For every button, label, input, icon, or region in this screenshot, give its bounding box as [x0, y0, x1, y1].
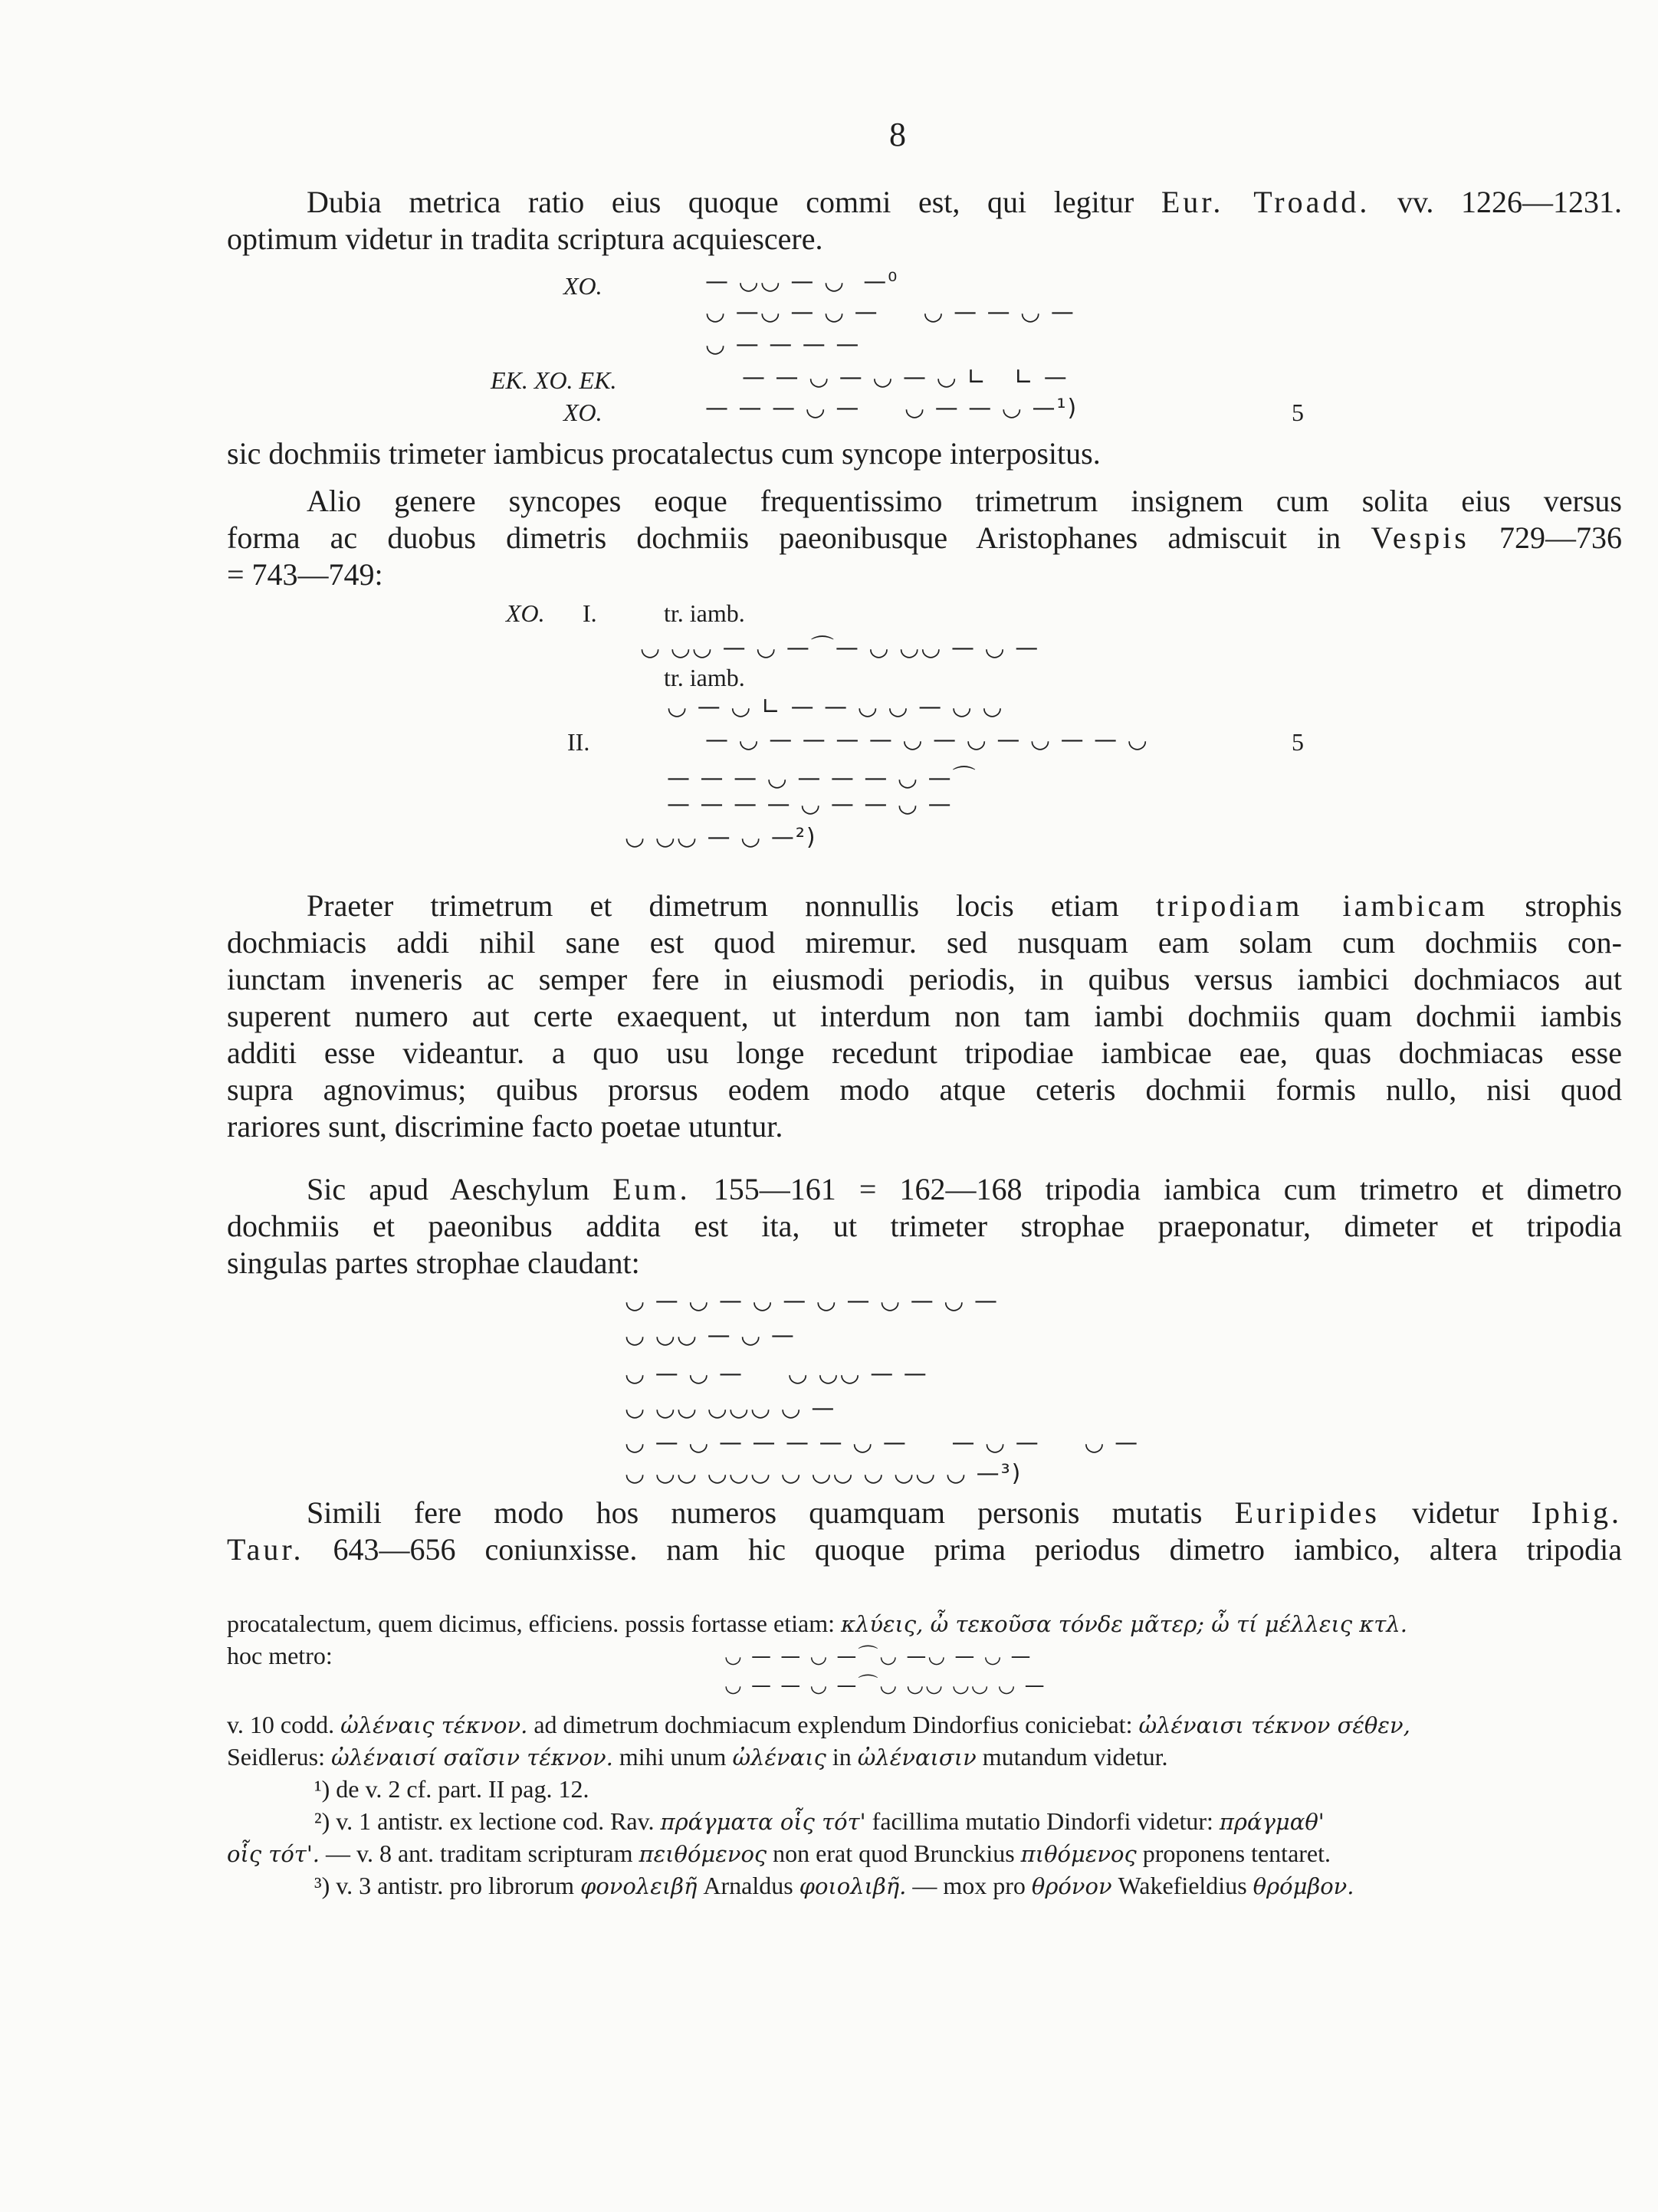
p1-line2: optimum videtur in tradita scriptura acquiescere. [227, 222, 823, 256]
meter-row: ◡ ◡◡ — ◡ —²) [625, 824, 817, 851]
footnote-meter: ◡ — — ◡ —⌒◡ —◡ — ◡ — [724, 1645, 1033, 1668]
meter-row: ◡ ◡◡ — ◡ —⌒— ◡ ◡◡ — ◡ — [640, 635, 1040, 661]
meter-row: ◡ — ◡ — — — — ◡ — — ◡ — ◡ — [625, 1429, 1140, 1456]
fn-text: ³) v. 3 antistr. pro librorum [314, 1872, 575, 1899]
meter-row: ◡ — ◡ — ◡ — ◡ — ◡ — ◡ — [625, 1288, 999, 1314]
p1-text: Dubia metrica ratio eius quoque commi est, qui legitur [307, 185, 1134, 219]
fn-text: Arnaldus [703, 1872, 793, 1899]
fn-text: in [832, 1743, 852, 1771]
meter-row: ◡ — ◡ ∟ — — ◡ ◡ — ◡ ◡ [667, 694, 1004, 720]
fn-text: facillima mutatio Dindorfi videtur: [872, 1807, 1213, 1835]
fn-greek: ὠλέναισι τέκνον σέθεν, [1138, 1712, 1410, 1738]
strophe-label-II: II. [567, 728, 590, 756]
p5-text: Sic apud Aeschylum [307, 1172, 590, 1206]
speaker-labels: EK. XO. EK. [491, 366, 617, 394]
fn-text: — mox pro [912, 1872, 1026, 1899]
p2-line: sic dochmiis trimeter iambicus procatalectus cum syncope interpositus. [227, 436, 1101, 471]
fn-text: proponens tentaret. [1142, 1840, 1331, 1867]
fn-text: Wakefieldius [1118, 1872, 1247, 1899]
footnote-line [227, 1741, 1622, 1773]
speaker-chorus: XO. [506, 599, 545, 627]
fn-text: ad dimetrum dochmiacum explendum Dindorfius coniciebat: [534, 1711, 1133, 1738]
fn-text: ²) v. 1 antistr. ex lectione cod. Rav. [314, 1807, 655, 1835]
fn-greek: πράγματα οἷς τότ' [660, 1809, 866, 1835]
speaker-chorus: XO. [563, 399, 602, 426]
p4-line: superent numero aut certe exaequent, ut interdum non tam iambi dochmiis quam dochmii iambis [227, 999, 1622, 1033]
footnote-line [227, 1709, 1622, 1741]
fn-greek: οἷς τότ'. [227, 1841, 320, 1867]
p4-line: iunctam inveneris ac semper fere in eiusmodi periodis, in quibus versus iambici dochmiacos aut [227, 962, 1622, 996]
p4-text: Praeter trimetrum et dimetrum nonnullis locis etiam [307, 888, 1119, 923]
footnote-line [227, 1608, 1622, 1639]
tr-iamb-label: tr. iamb. [664, 599, 745, 627]
p3-line3: = 743—749: [227, 557, 383, 592]
p6-text-c: 643—656 coniunxisse. nam hic quoque prima periodus dimetro iambico, altera tripodia [333, 1532, 1622, 1567]
speaker-chorus: XO. [563, 272, 602, 300]
paragraph-3 [227, 483, 1622, 593]
fn-greek: ὠλέναις [732, 1744, 826, 1771]
p4-ref: tripodiam iambicam [1155, 888, 1489, 923]
fn-text: mutandum videtur. [982, 1743, 1168, 1771]
p6-text: Simili fere modo hos numeros quamquam personis mutatis [307, 1495, 1203, 1530]
fn-text: v. 10 codd. [227, 1711, 335, 1738]
p4-line: additi esse videantur. a quo usu longe recedunt tripodiae iambicae eae, quas dochmiacas esse [227, 1035, 1622, 1070]
p6-ref2: Iphig. [1531, 1495, 1622, 1530]
meter-row: — — — ◡ — ◡ — — ◡ —¹) [705, 395, 1079, 422]
fn-greek: φονολειβῆ [580, 1873, 698, 1899]
p5-line: singulas partes strophae claudant: [227, 1245, 640, 1280]
p3-ref: Vespis [1371, 520, 1469, 555]
meter-row: ◡ ◡◡ ◡◡◡ ◡ ◡◡ ◡ ◡◡ ◡ —³) [625, 1460, 1023, 1487]
fn-greek: ὠλέναις τέκνον. [340, 1712, 528, 1738]
meter-row: — — ◡ — ◡ — ◡ ∟ ∟ — [742, 364, 1069, 391]
tr-iamb-label: tr. iamb. [664, 664, 745, 691]
meter-row: ◡ — — — — [705, 331, 861, 358]
p3-line1: Alio genere syncopes eoque frequentissimo trimetrum insignem cum solita eius versus [307, 484, 1622, 518]
fn-greek: θρόνον [1031, 1873, 1112, 1899]
fn-greek: ὠλέναισιν [857, 1744, 977, 1771]
paragraph-1 [227, 184, 1622, 258]
fn-greek: πειθόμενος [639, 1841, 767, 1867]
meter-row: ◡ — ◡ — ◡ ◡◡ — — [625, 1360, 928, 1387]
strophe-label-I: I. [583, 599, 597, 627]
p4-text-b: strophis [1525, 888, 1623, 923]
p1-verses: vv. 1226—1231. [1397, 185, 1623, 219]
fn-greek: ὠλέναισί σαῖσιν τέκνον. [330, 1744, 613, 1771]
p4-line: dochmiacis addi nihil sane est quod miremur. sed nusquam eam solam cum dochmiis con- [227, 925, 1622, 960]
p3-verses: 729—736 [1499, 520, 1623, 555]
p3-text: forma ac duobus dimetris dochmiis paeonibusque Aristophanes admiscuit in [227, 520, 1341, 555]
meter-row: — ◡◡ — ◡ —⁰ [705, 268, 899, 295]
meter-row: ◡ ◡◡ — ◡ — [625, 1322, 796, 1349]
line-number: 5 [1292, 728, 1304, 756]
fn-greek: πιθόμενος [1020, 1841, 1137, 1867]
footnote-line [314, 1806, 1658, 1837]
meter-row: — — — — ◡ — — ◡ — [667, 791, 953, 818]
p6-ref: Euripides [1234, 1495, 1380, 1530]
footnote-meter: ◡ — — ◡ —⌒◡ ◡◡ ◡◡ ◡ — [724, 1674, 1046, 1697]
paragraph-5 [227, 1171, 1622, 1282]
footnote-line [227, 1838, 1622, 1869]
footnote-line [314, 1870, 1658, 1902]
meter-row: — ◡ — — — — ◡ — ◡ — ◡ — — ◡ [705, 727, 1149, 753]
p5-text-b: 155—161 = 162—168 tripodia iambica cum trimetro et dimetro [713, 1172, 1623, 1206]
paragraph-6 [227, 1495, 1622, 1568]
p4-line: rariores sunt, discrimine facto poetae utuntur. [227, 1109, 783, 1144]
fn-text: — v. 8 ant. traditam scripturam [326, 1840, 633, 1867]
fn-text: non erat quod Brunckius [773, 1840, 1015, 1867]
fn-greek: κλύεις, ὦ τεκοῦσα τόνδε μᾶτερ; ὦ τί μέλλεις κτλ. [840, 1611, 1407, 1637]
p1-ref: Eur. Troadd. [1161, 185, 1371, 219]
fn-text: procatalectum, quem dicimus, efficiens. possis fortasse etiam: [227, 1610, 835, 1637]
fn-text: hoc metro: [227, 1642, 333, 1669]
p5-line: dochmiis et paeonibus addita est ita, ut trimeter strophae praeponatur, dimeter et tripodia [227, 1209, 1622, 1243]
page-number: 8 [889, 116, 906, 153]
paragraph-4 [227, 888, 1622, 1145]
p6-text-b: videtur [1412, 1495, 1499, 1530]
paragraph-2 [227, 435, 1622, 472]
meter-row: ◡ ◡◡ ◡◡◡ ◡ — [625, 1395, 836, 1422]
p4-line: supra agnovimus; quibus prorsus eodem modo atque ceteris dochmii formis nullo, nisi quod [227, 1072, 1622, 1107]
p6-ref3: Taur. [227, 1532, 304, 1567]
fn-text: mihi unum [619, 1743, 727, 1771]
footnote-line: ¹) de v. 2 cf. part. II pag. 12. [314, 1775, 589, 1803]
meter-row: — — — ◡ — — — ◡ —⌒ [667, 765, 977, 792]
meter-row: ◡ —◡ — ◡ — ◡ — — ◡ — [705, 299, 1075, 326]
fn-greek: φοιολιβῆ. [799, 1873, 907, 1899]
fn-greek: πράγμαθ' [1219, 1809, 1325, 1835]
p5-ref: Eum. [612, 1172, 691, 1206]
fn-greek: θρόμβον. [1253, 1873, 1354, 1899]
line-number: 5 [1292, 399, 1304, 426]
fn-text: Seidlerus: [227, 1743, 325, 1771]
